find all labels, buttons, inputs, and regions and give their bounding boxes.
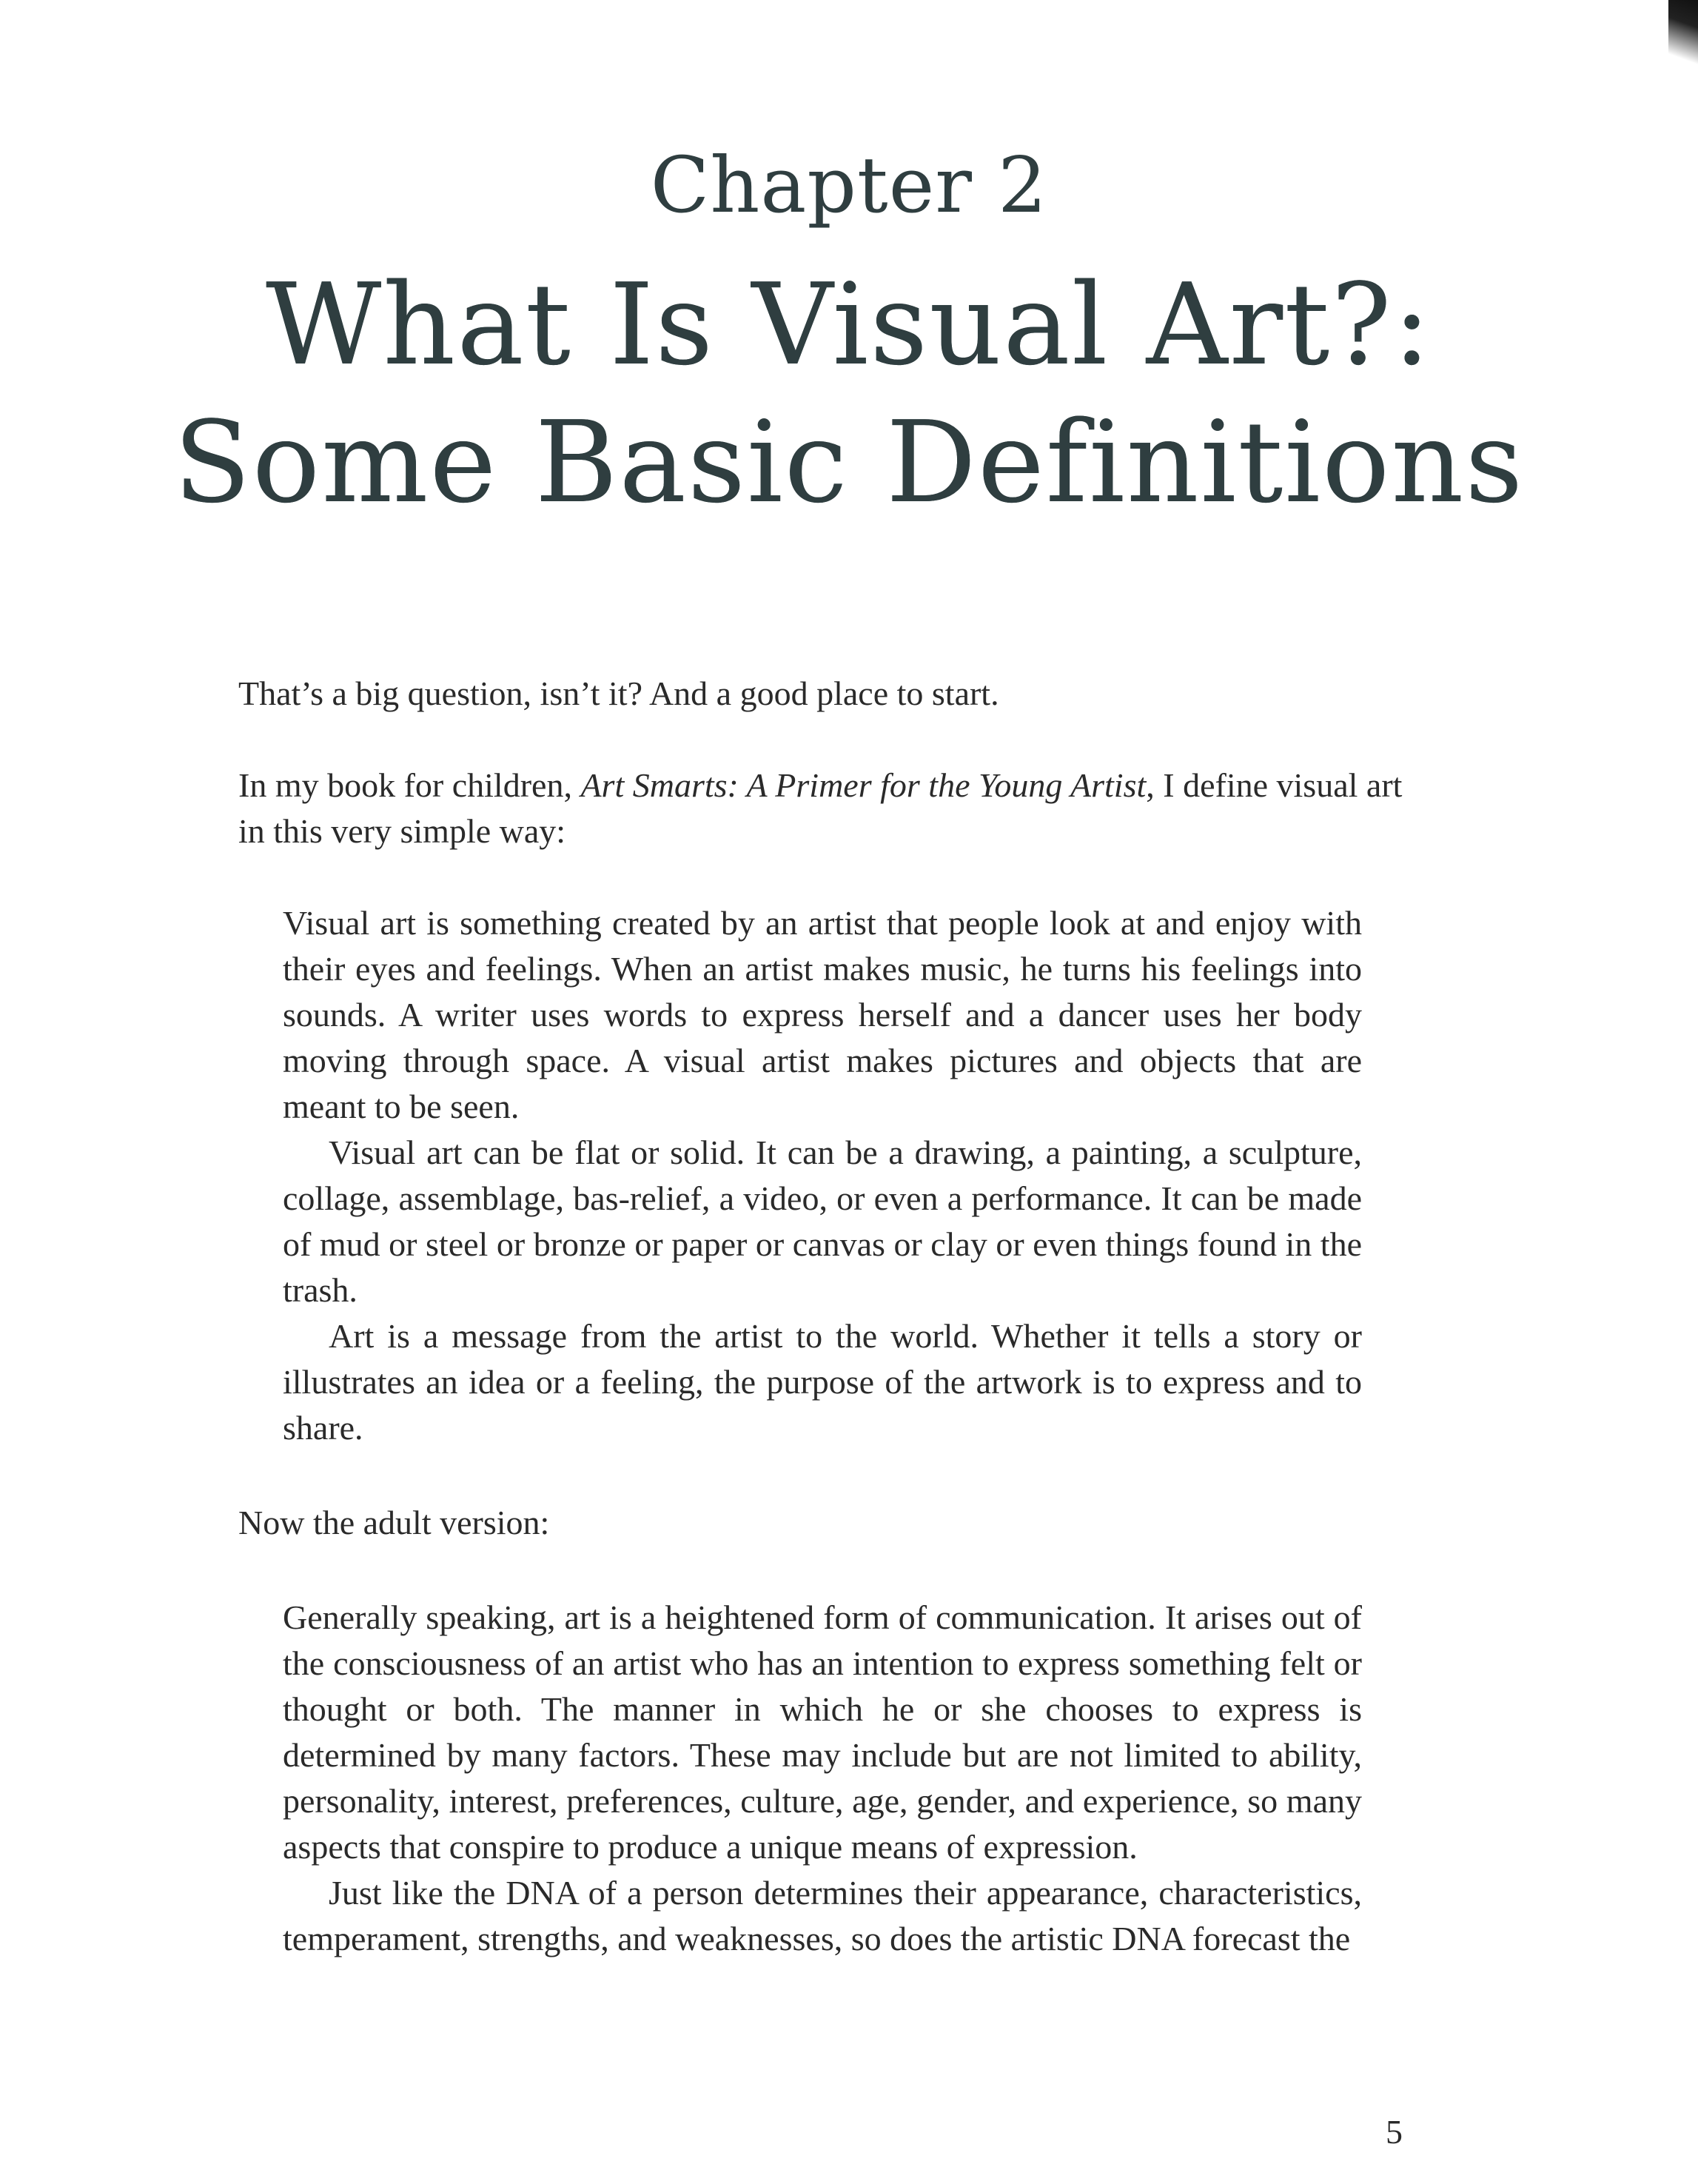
chapter-title-line-2: Some Basic Definitions [173,397,1525,528]
chapter-header [0,133,1698,532]
paragraph-book-reference-text [238,763,1408,854]
paragraph-adult-version [238,1500,1408,1546]
book-reference-post: , I define visual art in this very simple way: [238,766,1403,850]
quote-children-paragraph-1: Visual art is something created by an artist that people look at and enjoy with their eyes and feelings. When an artist makes music, he turns his feelings into sounds. A writer uses words to express herself and a dancer uses her body moving through space. A visual artist makes pictures and objects that are meant to be seen. [283,904,1362,1125]
book-reference-pre: In my book for children, [238,766,581,804]
block-quote-children [283,900,1362,1451]
paragraph-book-reference [238,763,1408,854]
paragraph-adult-version-text: Now the adult version: [238,1504,550,1541]
quote-adult-paragraph-1: Generally speaking, art is a heightened form of communication. It arises out of the consciousness of an artist who has an intention to express something felt or thought or both. The manner in which he or she chooses to express is determined by many factors. These may include but are not limited to ability, personality, interest, preferences, culture, age, gender, and experience, so many aspects that conspire to produce a unique means of expression. [283,1598,1362,1866]
book-title: Art Smarts: A Primer for the Young Artist [580,766,1147,804]
paragraph-intro [238,671,1408,717]
quote-children-paragraph-2: Visual art can be flat or solid. It can be a drawing, a painting, a sculpture, collage, assemblage, bas-relief, a video, or even a performance. It can be made of mud or steel or bronze or paper or canvas or clay or even things found in the trash. [283,1133,1362,1309]
chapter-title [0,256,1698,532]
page-corner-shadow [1668,0,1698,81]
paragraph-intro-text: That’s a big question, isn’t it? And a good place to start. [238,674,999,712]
block-quote-adult [283,1595,1362,1962]
chapter-label: Chapter 2 [650,140,1048,230]
chapter-title-line-1: What Is Visual Art?: [266,259,1432,390]
quote-adult-paragraph-2: Just like the DNA of a person determines their appearance, characteristics, temperament, strengths, and weaknesses, so does the artistic DNA forecast the [283,1874,1362,1957]
quote-children-paragraph-3: Art is a message from the artist to the world. Whether it tells a story or illustrates an idea or a feeling, the purpose of the artwork is to express and to share. [283,1317,1362,1447]
page-number: 5 [1386,2113,1403,2151]
